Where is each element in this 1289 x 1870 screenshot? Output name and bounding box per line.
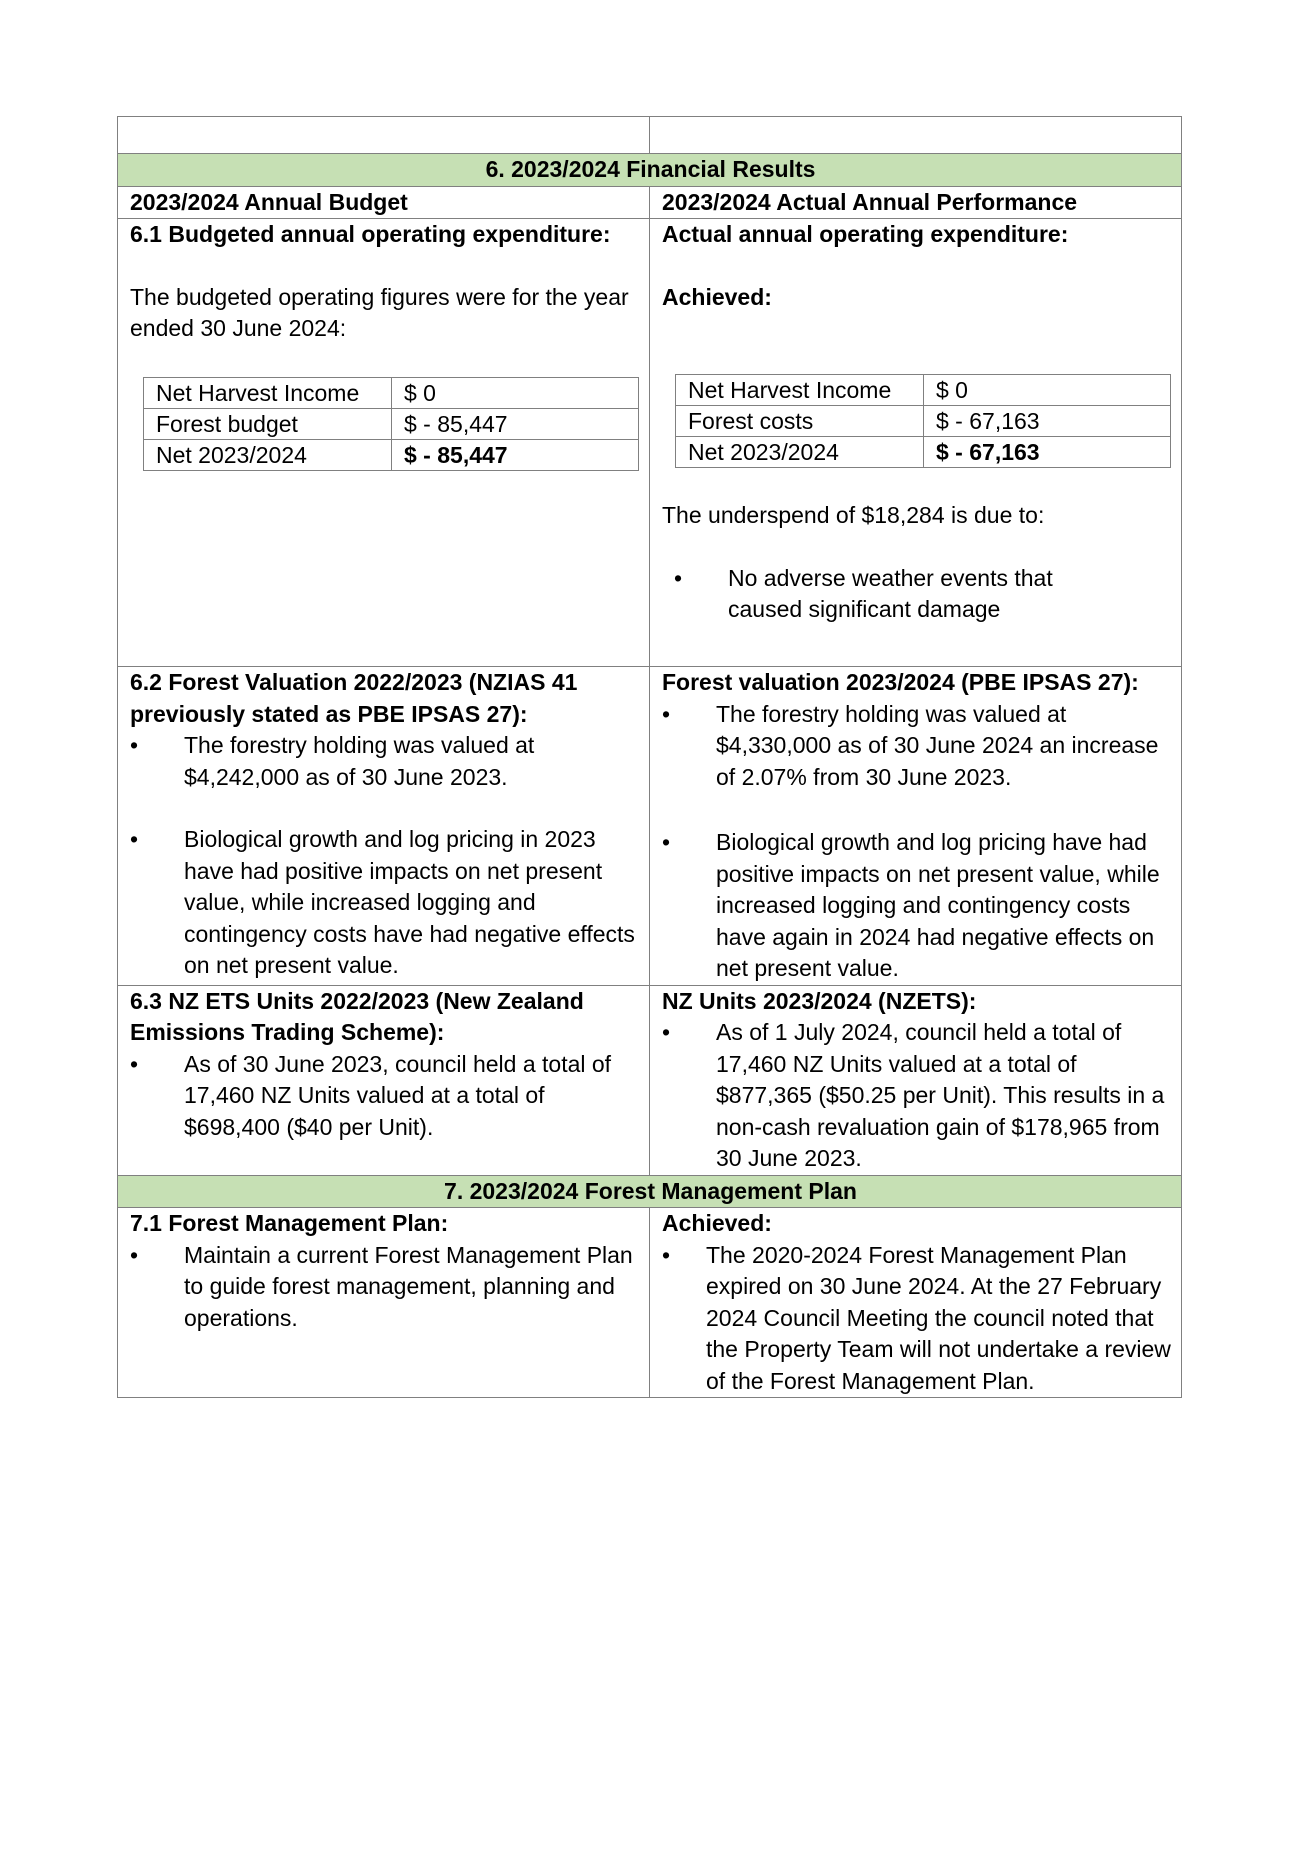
list-item: • The forestry holding was valued at $4,330,000 as of 30 June 2024 an increase of 2.07% from 30 June 2023.: [662, 699, 1171, 794]
ets-2024-cell: [650, 985, 1182, 1175]
report-page: [117, 116, 1181, 1398]
valuation-2024-cell: [650, 667, 1182, 986]
valuation-2023-title: 6.2 Forest Valuation 2022/2023 (NZIAS 41 previously stated as PBE IPSAS 27):: [130, 669, 578, 727]
list-item: • Biological growth and log pricing have had positive impacts on net present value, while increased logging and contingency costs have again in 2024 had negative effects on net present value.: [662, 827, 1171, 985]
blank-row: [118, 117, 1182, 154]
management-plan-achieved-list: [662, 1240, 1171, 1398]
figure-row-total: Net 2023/2024 $ - 67,163: [676, 437, 1171, 468]
management-plan-list: [130, 1240, 639, 1335]
figure-row: Forest budget $ - 85,447: [144, 408, 639, 439]
ets-2024-title: NZ Units 2023/2024 (NZETS):: [662, 987, 977, 1014]
underspend-reasons: [674, 563, 1171, 626]
management-plan-title: 7.1 Forest Management Plan:: [130, 1210, 449, 1236]
actual-figures-table: [675, 374, 1171, 468]
valuation-2024-list: [662, 699, 1171, 985]
ets-2024-list: [662, 1017, 1171, 1175]
figure-row: Net Harvest Income $ 0: [144, 377, 639, 408]
list-item: • No adverse weather events that caused significant damage: [674, 563, 1091, 626]
actual-expenditure-cell: [650, 219, 1182, 667]
valuation-2024-title: Forest valuation 2023/2024 (PBE IPSAS 27):: [662, 669, 1139, 695]
list-item: • Maintain a current Forest Management Plan to guide forest management, planning and operations.: [130, 1240, 639, 1335]
actual-expenditure-title: Actual annual operating expenditure:: [662, 221, 1069, 247]
row-6-2: [118, 667, 1182, 986]
figure-row-total: Net 2023/2024 $ - 85,447: [144, 439, 639, 470]
actual-column-heading: 2023/2024 Actual Annual Performance: [650, 186, 1182, 219]
row-6-3: [118, 985, 1182, 1175]
section-7-header: 7. 2023/2024 Forest Management Plan: [118, 1175, 1182, 1208]
budget-expenditure-title: 6.1 Budgeted annual operating expenditure:: [130, 221, 611, 247]
results-table: [117, 116, 1182, 1398]
list-item: • The 2020-2024 Forest Management Plan expired on 30 June 2024. At the 27 February 2024 Council Meeting the council noted that the Property Team will not undertake a review of the Forest Management Plan.: [662, 1240, 1171, 1398]
list-item: • The forestry holding was valued at $4,242,000 as of 30 June 2023.: [130, 730, 639, 793]
valuation-2023-cell: [118, 667, 650, 986]
budget-column-heading: 2023/2024 Annual Budget: [118, 186, 650, 219]
ets-2023-title: 6.3 NZ ETS Units 2022/2023 (New Zealand Emissions Trading Scheme):: [130, 987, 584, 1045]
budget-expenditure-cell: [118, 219, 650, 667]
list-item: • As of 30 June 2023, council held a total of 17,460 NZ Units valued at a total of $698,400 ($40 per Unit).: [130, 1049, 639, 1144]
achieved-label: Achieved:: [662, 283, 772, 310]
section-6-header: 6. 2023/2024 Financial Results: [118, 154, 1182, 187]
underspend-text: The underspend of $18,284 is due to:: [662, 502, 1045, 528]
figure-row: Forest costs $ - 67,163: [676, 406, 1171, 437]
row-6-1: [118, 219, 1182, 667]
figure-row: Net Harvest Income $ 0: [676, 375, 1171, 406]
management-plan-cell: [118, 1208, 650, 1398]
row-7-1: [118, 1208, 1182, 1398]
management-plan-achieved-cell: [650, 1208, 1182, 1398]
ets-2023-cell: [118, 985, 650, 1175]
ets-2023-list: [130, 1049, 639, 1144]
list-item: • Biological growth and log pricing in 2023 have had positive impacts on net present value, while increased logging and contingency costs have had negative effects on net present value.: [130, 824, 639, 982]
budget-figures-table: [143, 377, 639, 471]
management-plan-achieved-title: Achieved:: [662, 1210, 772, 1236]
valuation-2023-list: [130, 730, 639, 982]
budget-intro-text: The budgeted operating figures were for the year ended 30 June 2024:: [130, 283, 629, 341]
list-item: • As of 1 July 2024, council held a total of 17,460 NZ Units valued at a total of $877,365 ($50.25 per Unit). This results in a non-cash revaluation gain of $178,965 from 30 June 2023.: [662, 1017, 1171, 1175]
